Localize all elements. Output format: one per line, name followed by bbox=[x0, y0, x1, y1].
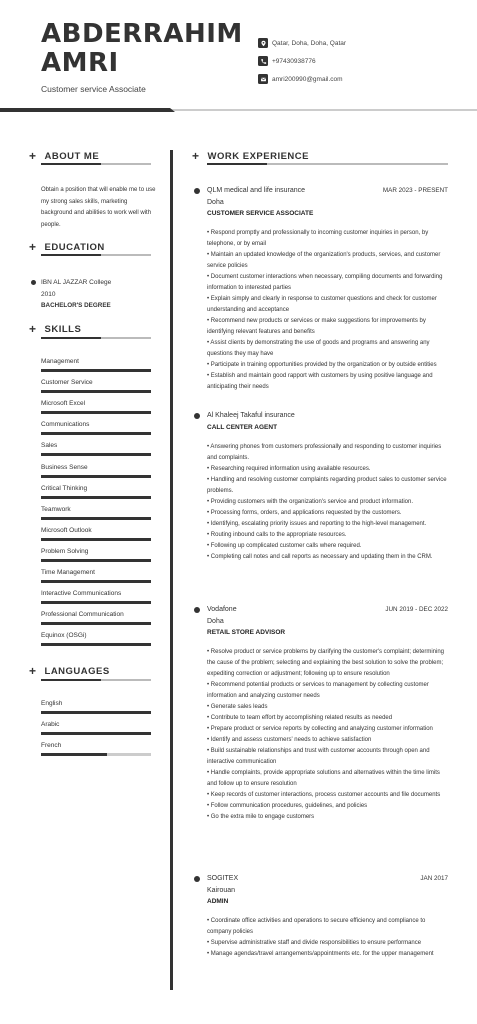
phone-icon bbox=[258, 56, 268, 66]
languages-rule bbox=[41, 679, 151, 681]
about-rule bbox=[41, 163, 151, 165]
job-bullet: • Identify and assess customers' needs to achieve satisfaction bbox=[207, 737, 372, 743]
contact-list bbox=[258, 34, 346, 88]
skill-bar-fill bbox=[41, 432, 151, 435]
company-name: Al Khaleej Takaful insurance bbox=[207, 412, 295, 419]
plus-icon: + bbox=[29, 322, 37, 336]
job-bullet: • Handle complaints, provide appropriate solutions and alternatives within the time limits and follow up to ensure resolution bbox=[207, 770, 440, 787]
skill-item bbox=[41, 358, 151, 372]
skill-item bbox=[41, 400, 151, 414]
job-bullet: • Keep records of customer interactions, process customer accounts and file documents bbox=[207, 792, 441, 798]
skill-bar-fill bbox=[41, 580, 151, 583]
skill-label: Communications bbox=[41, 421, 90, 429]
skill-bar-fill bbox=[41, 411, 151, 414]
email-text[interactable]: amri200990@gmail.com bbox=[272, 75, 343, 83]
skill-label: Customer Service bbox=[41, 379, 93, 387]
job-date: MAR 2023 - PRESENT bbox=[382, 187, 448, 194]
job-bullet: • Recommend potential products or services to management by collecting customer information and analyzing customer needs bbox=[207, 682, 429, 699]
skill-bar-fill bbox=[41, 538, 151, 541]
school-name: IBN AL JAZZAR College bbox=[41, 279, 112, 286]
contact-location bbox=[258, 34, 346, 52]
skill-bar bbox=[41, 601, 151, 604]
first-name: ABDERRAHIM bbox=[41, 19, 243, 49]
skill-bar-fill bbox=[41, 475, 151, 478]
education-rule bbox=[41, 254, 151, 256]
job-bullet: • Assist clients by demonstrating the use of goods and programs and answering any questions they may have bbox=[207, 340, 430, 357]
work-heading: + WORK EXPERIENCE bbox=[192, 149, 309, 163]
skill-item bbox=[41, 442, 151, 456]
skill-item bbox=[41, 569, 151, 583]
skill-item bbox=[41, 527, 151, 541]
skill-bar bbox=[41, 580, 151, 583]
job-entry bbox=[207, 873, 448, 960]
skill-bar bbox=[41, 559, 151, 562]
skill-bar-fill bbox=[41, 453, 151, 456]
job-bullet: • Answering phones from customers professionally and responding to customer inquiries and complaints. bbox=[207, 444, 442, 461]
job-role: ADMIN bbox=[207, 898, 229, 905]
language-label: Arabic bbox=[41, 721, 60, 728]
job-date: JAN 2017 bbox=[420, 875, 448, 882]
skill-label: Microsoft Outlook bbox=[41, 526, 92, 534]
job-bullets bbox=[207, 228, 448, 393]
bullet-dot bbox=[194, 188, 200, 194]
bullet-dot bbox=[194, 876, 200, 882]
job-bullet: • Document customer interactions when necessary, compiling documents and forwarding information to interested parties bbox=[207, 274, 443, 291]
skill-item bbox=[41, 548, 151, 562]
language-bar bbox=[41, 732, 151, 735]
skill-bar bbox=[41, 390, 151, 393]
job-bullets bbox=[207, 916, 448, 960]
job-bullet: • Participate in training opportunities provided by the organization or by outside entities bbox=[207, 362, 437, 368]
column-divider bbox=[170, 150, 173, 990]
job-bullet: • Generate sales leads bbox=[207, 704, 268, 710]
job-bullet: • Researching required information using available resources. bbox=[207, 466, 371, 472]
skills-rule bbox=[41, 337, 151, 339]
job-date: JUN 2019 - DEC 2022 bbox=[385, 606, 448, 613]
job-location: Doha bbox=[207, 618, 224, 625]
job-entry bbox=[207, 604, 448, 823]
skill-bar-fill bbox=[41, 622, 151, 625]
plus-icon: + bbox=[29, 149, 37, 163]
job-bullet: • Build sustainable relationships and trust with customer accounts through open and interactive communication bbox=[207, 748, 430, 765]
skill-bar bbox=[41, 453, 151, 456]
job-bullet: • Contribute to team effort by accomplishing related results as needed bbox=[207, 715, 393, 721]
skill-label: Time Management bbox=[41, 569, 95, 576]
plus-icon: + bbox=[192, 149, 200, 163]
contact-phone bbox=[258, 52, 346, 70]
candidate-name bbox=[41, 20, 243, 78]
skill-label: Interactive Communications bbox=[41, 590, 122, 598]
company-name: Vodafone bbox=[207, 606, 237, 613]
skill-label: Equinox (OSGi) bbox=[41, 632, 87, 640]
skill-bar-fill bbox=[41, 496, 151, 499]
skill-bar bbox=[41, 369, 151, 372]
language-label: French bbox=[41, 742, 62, 749]
plus-icon: + bbox=[29, 240, 37, 254]
skill-bar bbox=[41, 538, 151, 541]
job-bullet: • Go the extra mile to engage customers bbox=[207, 814, 315, 820]
skill-label: Critical Thinking bbox=[41, 484, 88, 492]
job-bullet: • Follow communication procedures, guidelines, and policies bbox=[207, 803, 368, 809]
skill-item bbox=[41, 611, 151, 625]
job-bullet: • Identifying, escalating priority issues and reporting to the high-level management. bbox=[207, 521, 427, 527]
bullet-dot bbox=[31, 280, 36, 285]
about-heading: + ABOUT ME bbox=[29, 149, 100, 163]
job-role: CALL CENTER AGENT bbox=[207, 424, 278, 431]
job-location: Doha bbox=[207, 199, 224, 206]
skill-bar bbox=[41, 432, 151, 435]
language-label: English bbox=[41, 700, 63, 707]
skill-bar-fill bbox=[41, 390, 151, 393]
job-role: RETAIL STORE ADVISOR bbox=[207, 629, 286, 636]
skill-item bbox=[41, 506, 151, 520]
skill-item bbox=[41, 421, 151, 435]
location-pin-icon bbox=[258, 38, 268, 48]
job-bullet: • Establish and maintain good rapport with customers by using positive language and anticipating their needs bbox=[207, 373, 433, 390]
job-bullet: • Recommend new products or services or make suggestions for improvements by identifying relevant features and benefits bbox=[207, 318, 426, 335]
skill-label: Problem Solving bbox=[41, 547, 89, 555]
language-item bbox=[41, 721, 151, 735]
skill-item bbox=[41, 379, 151, 393]
skill-bar bbox=[41, 643, 151, 646]
skill-bar-fill bbox=[41, 517, 151, 520]
job-bullet: • Manage agendas/travel arrangements/appointments etc. for the upper management bbox=[207, 951, 434, 957]
education-entry bbox=[41, 277, 111, 312]
bullet-dot bbox=[194, 413, 200, 419]
job-bullet: • Resolve product or service problems by clarifying the customer's complaint; determining the cause of the problem; selecting and explaining the best solution to solve the problem; expediting correction or adjustment; following up to ensure resolution bbox=[207, 649, 445, 677]
location-text: Qatar, Doha, Doha, Qatar bbox=[272, 39, 347, 47]
resume-header bbox=[0, 0, 477, 115]
skill-bar bbox=[41, 622, 151, 625]
company-name: QLM medical and life insurance bbox=[207, 187, 306, 194]
job-title: Customer service Associate bbox=[41, 84, 146, 94]
language-bar bbox=[41, 711, 151, 714]
skill-label: Professional Communication bbox=[41, 611, 124, 619]
company-name: SOGITEX bbox=[207, 875, 239, 882]
language-bar-fill bbox=[41, 732, 151, 735]
job-bullet: • Prepare product or service reports by collecting and analyzing customer information bbox=[207, 726, 433, 732]
bullet-dot bbox=[194, 607, 200, 613]
skill-label: Microsoft Excel bbox=[41, 400, 86, 408]
skill-bar bbox=[41, 475, 151, 478]
skill-item bbox=[41, 485, 151, 499]
job-bullet: • Completing call notes and call reports as necessary and updating them in the CRM. bbox=[207, 554, 433, 560]
skill-bar bbox=[41, 411, 151, 414]
job-bullets bbox=[207, 647, 448, 823]
job-entry bbox=[207, 410, 448, 563]
job-role: CUSTOMER SERVICE ASSOCIATE bbox=[207, 210, 314, 217]
skill-label: Sales bbox=[41, 442, 58, 450]
job-bullet: • Providing customers with the organization's service and product information. bbox=[207, 499, 414, 505]
skill-bar-fill bbox=[41, 369, 151, 372]
job-bullet: • Respond promptly and professionally to incoming customer inquiries in person, by telephone, or by email bbox=[207, 230, 429, 247]
language-item bbox=[41, 700, 151, 714]
degree-name: BACHELOR'S DEGREE bbox=[41, 302, 111, 309]
job-entry bbox=[207, 185, 448, 393]
language-bar bbox=[41, 753, 151, 756]
skill-item bbox=[41, 464, 151, 478]
skill-item bbox=[41, 632, 151, 646]
job-bullet: • Processing forms, orders, and applications requested by the customers. bbox=[207, 510, 402, 516]
language-bar-fill bbox=[41, 711, 151, 714]
skill-label: Management bbox=[41, 358, 79, 365]
job-bullet: • Maintain an updated knowledge of the organization's products, services, and customer service policies bbox=[207, 252, 441, 269]
job-bullet: • Following up complicated customer calls where required. bbox=[207, 543, 362, 549]
skill-bar-fill bbox=[41, 643, 151, 646]
email-icon bbox=[258, 74, 268, 84]
job-bullet: • Supervise administrative staff and divide responsibilities to ensure performance bbox=[207, 940, 422, 946]
language-item bbox=[41, 742, 151, 756]
job-bullet: • Coordinate office activities and operations to secure efficiency and compliance to company policies bbox=[207, 918, 426, 935]
education-heading: + EDUCATION bbox=[29, 240, 105, 254]
header-divider bbox=[0, 108, 477, 114]
language-bar-fill bbox=[41, 753, 107, 756]
job-location: Kairouan bbox=[207, 887, 236, 894]
skills-heading: + SKILLS bbox=[29, 322, 82, 336]
last-name: AMRI bbox=[41, 48, 119, 78]
job-bullets bbox=[207, 442, 448, 563]
languages-heading: + LANGUAGES bbox=[29, 664, 110, 678]
skill-item bbox=[41, 590, 151, 604]
about-text: Obtain a position that will enable me to use my strong sales skills, marketing background and abilities to work well with people. bbox=[41, 187, 156, 228]
work-rule bbox=[207, 163, 448, 165]
skill-bar bbox=[41, 496, 151, 499]
skill-label: Business Sense bbox=[41, 463, 88, 471]
skill-bar bbox=[41, 517, 151, 520]
contact-email bbox=[258, 70, 346, 88]
phone-text[interactable]: +97430938776 bbox=[272, 57, 316, 65]
education-year: 2010 bbox=[41, 290, 56, 298]
skill-bar-fill bbox=[41, 601, 151, 604]
plus-icon: + bbox=[29, 664, 37, 678]
skill-bar-fill bbox=[41, 559, 151, 562]
job-bullet: • Handling and resolving customer complaints regarding product sales to customer service problems. bbox=[207, 477, 447, 494]
skill-label: Teamwork bbox=[41, 505, 71, 513]
job-bullet: • Routing inbound calls to the appropriate resources. bbox=[207, 532, 347, 538]
job-bullet: • Explain simply and clearly in response to customer questions and check for customer understanding and acceptance bbox=[207, 296, 437, 313]
